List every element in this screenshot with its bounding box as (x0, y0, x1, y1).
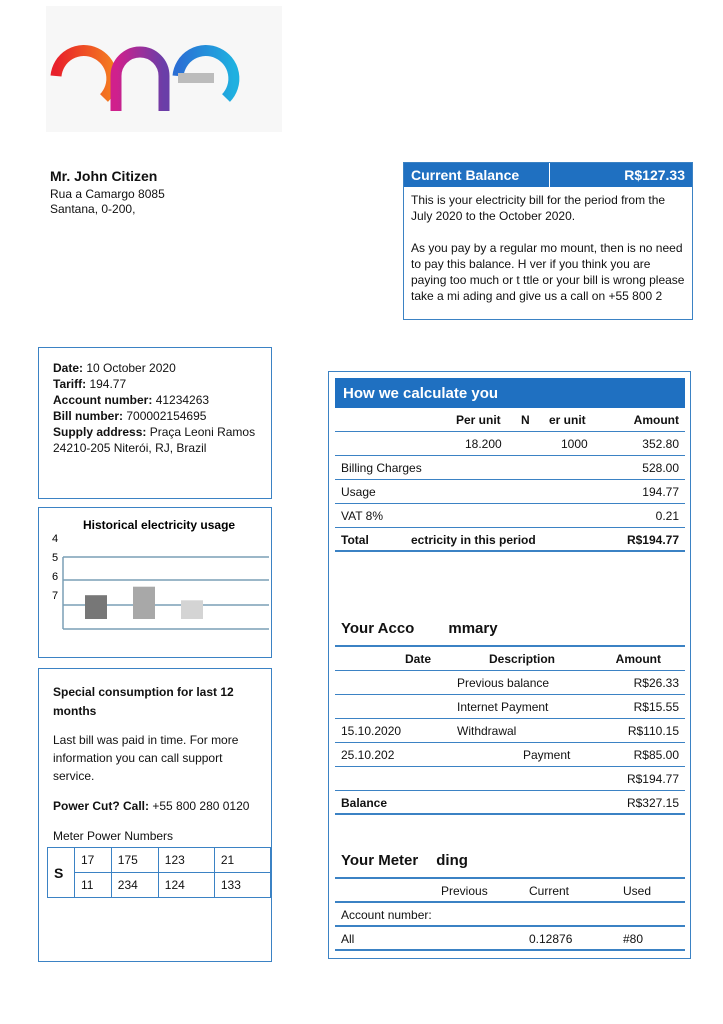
meter-title-part-1: Your Meter (341, 852, 419, 869)
calc-header-amount: Amount (633, 413, 679, 427)
table-row (335, 480, 685, 504)
chart-bar (133, 587, 155, 619)
summary-title-part-2: mmary (448, 620, 498, 637)
meter-power-table (47, 847, 271, 898)
supply-label: Supply address: (53, 425, 147, 439)
meter-header-used: Used (623, 884, 652, 898)
summary-header-description: Description (489, 652, 556, 666)
summary-title (341, 620, 498, 637)
balance-header (404, 163, 692, 187)
meter-cell: 175 (111, 848, 158, 873)
calc-total-label-2: ectricity in this period (411, 533, 536, 547)
meter-cell: 234 (111, 873, 158, 898)
meter-header-current: Current (529, 884, 570, 898)
calc-header-n: N (521, 413, 530, 427)
meter-account-label: Account number: (341, 908, 432, 922)
summary-header-row (335, 647, 685, 671)
bill-details-box (38, 347, 272, 499)
summary-header-date: Date (405, 652, 432, 666)
calc-row-label: VAT 8% (341, 509, 384, 523)
table-row (335, 719, 685, 743)
meter-all-label: All (341, 932, 355, 946)
calc-total-amount: R$194.77 (626, 533, 679, 547)
date-value: 10 October 2020 (86, 361, 176, 375)
power-cut-number: +55 800 280 0120 (152, 799, 250, 813)
historical-usage-chart (38, 507, 272, 658)
meter-cell: 17 (75, 848, 112, 873)
summary-balance-amount: R$327.15 (626, 796, 679, 810)
meter-power-label: Meter Power Numbers (53, 829, 174, 843)
customer-name: Mr. John Citizen (50, 168, 158, 184)
meter-cell: 21 (214, 848, 270, 873)
chart-bar (85, 595, 107, 619)
summary-balance-label: Balance (341, 796, 388, 810)
calc-cell: 352.80 (642, 437, 679, 451)
table-row (335, 695, 685, 719)
account-label: Account number: (53, 393, 153, 407)
calc-cell: 18.200 (465, 437, 502, 451)
calc-header-row (335, 408, 685, 432)
supply-value-2: 24210-205 Niterói, RJ, Brazil (53, 441, 207, 455)
summary-balance-row (335, 791, 685, 815)
chart-bar (181, 600, 203, 619)
meter-header-previous: Previous (441, 884, 488, 898)
table-row (335, 671, 685, 695)
calc-row-amount: 194.77 (642, 485, 679, 499)
chart-y-tick-label: 5 (52, 552, 59, 564)
chart-y-tick-label: 7 (52, 590, 59, 602)
enel-logo-mark (46, 6, 282, 132)
special-consumption-box (38, 668, 272, 962)
chart-y-tick-label: 6 (52, 571, 59, 583)
table-row (335, 767, 685, 791)
history-chart-svg (39, 508, 271, 657)
table-row (335, 432, 685, 456)
chart-y-tick-label: 4 (52, 533, 59, 545)
customer-address (50, 168, 350, 217)
calculation-box (328, 371, 691, 959)
meter-title-part-2: ding (436, 852, 468, 869)
calc-table (335, 408, 685, 552)
bill-label: Bill number: (53, 409, 124, 423)
meter-table (335, 879, 685, 951)
special-note: Last bill was paid in time. For more information you can call support service. (53, 733, 239, 783)
meter-reading-title (341, 852, 468, 869)
calc-row-label: Usage (341, 485, 376, 499)
account-value: 41234263 (155, 393, 210, 407)
balance-body (404, 187, 692, 309)
meter-account-row (335, 903, 685, 927)
meter-all-used: #80 (623, 932, 644, 946)
meter-cell: 11 (75, 873, 112, 898)
summary-description: Previous balance (457, 676, 550, 690)
table-row (335, 504, 685, 528)
calc-total-row (335, 528, 685, 552)
calc-header-per-unit: Per unit (456, 413, 501, 427)
meter-cell: 123 (158, 848, 214, 873)
balance-paragraph-2: As you pay by a regular mo mount, then is no need to pay this balance. H ver if you think you are paying too much or t ttle or your bill is wrong please take a mi ading and give us a call on +55 800 2 (411, 241, 685, 303)
meter-cell: 124 (158, 873, 214, 898)
date-label: Date: (53, 361, 84, 375)
meter-all-current: 0.12876 (529, 932, 573, 946)
power-cut-line (53, 797, 257, 815)
summary-amount: R$15.55 (633, 700, 679, 714)
summary-amount: R$194.77 (626, 772, 679, 786)
chart-title: Historical electricity usage (83, 518, 236, 532)
tariff-label: Tariff: (53, 377, 87, 391)
calc-row-amount: 528.00 (642, 461, 679, 475)
summary-amount: R$85.00 (633, 748, 679, 762)
summary-header-amount: Amount (615, 652, 661, 666)
meter-header-row (335, 879, 685, 903)
tariff-value: 194.77 (89, 377, 127, 391)
table-row (335, 743, 685, 767)
power-cut-label: Power Cut? Call: (53, 799, 150, 813)
table-row (335, 456, 685, 480)
summary-table (335, 647, 685, 815)
meter-letter: S (48, 848, 75, 898)
summary-date: 25.10.202 (341, 748, 395, 762)
summary-description: Internet Payment (457, 700, 549, 714)
current-balance-box (403, 162, 693, 320)
address-line-2: Santana, 0-200, (50, 202, 136, 216)
address-line-1: Rua a Camargo 8085 (50, 187, 165, 201)
summary-amount: R$26.33 (633, 676, 679, 690)
summary-description: Withdrawal (457, 724, 517, 738)
calc-header-per-unit-2: er unit (549, 413, 586, 427)
special-title: Special consumption for last 12 months (53, 685, 234, 718)
summary-date: 15.10.2020 (341, 724, 402, 738)
balance-paragraph-1: This is your electricity bill for the period from the July 2020 to the October 2020. (411, 193, 666, 223)
bill-value: 700002154695 (126, 409, 207, 423)
enel-logo (46, 6, 282, 132)
meter-cell: 133 (214, 873, 270, 898)
calc-total-label: Total (341, 533, 369, 547)
calc-cell: 1000 (561, 437, 588, 451)
meter-all-row (335, 927, 685, 951)
calc-row-amount: 0.21 (655, 509, 679, 523)
balance-label: Current Balance (404, 163, 550, 187)
summary-amount: R$110.15 (627, 724, 679, 738)
balance-amount: R$127.33 (624, 167, 685, 183)
calc-row-label: Billing Charges (341, 461, 422, 475)
supply-value-1: Praça Leoni Ramos (149, 425, 256, 439)
summary-description: Payment (523, 748, 571, 762)
summary-title-part-1: Your Acco (341, 620, 415, 637)
calc-title: How we calculate you (335, 378, 685, 408)
